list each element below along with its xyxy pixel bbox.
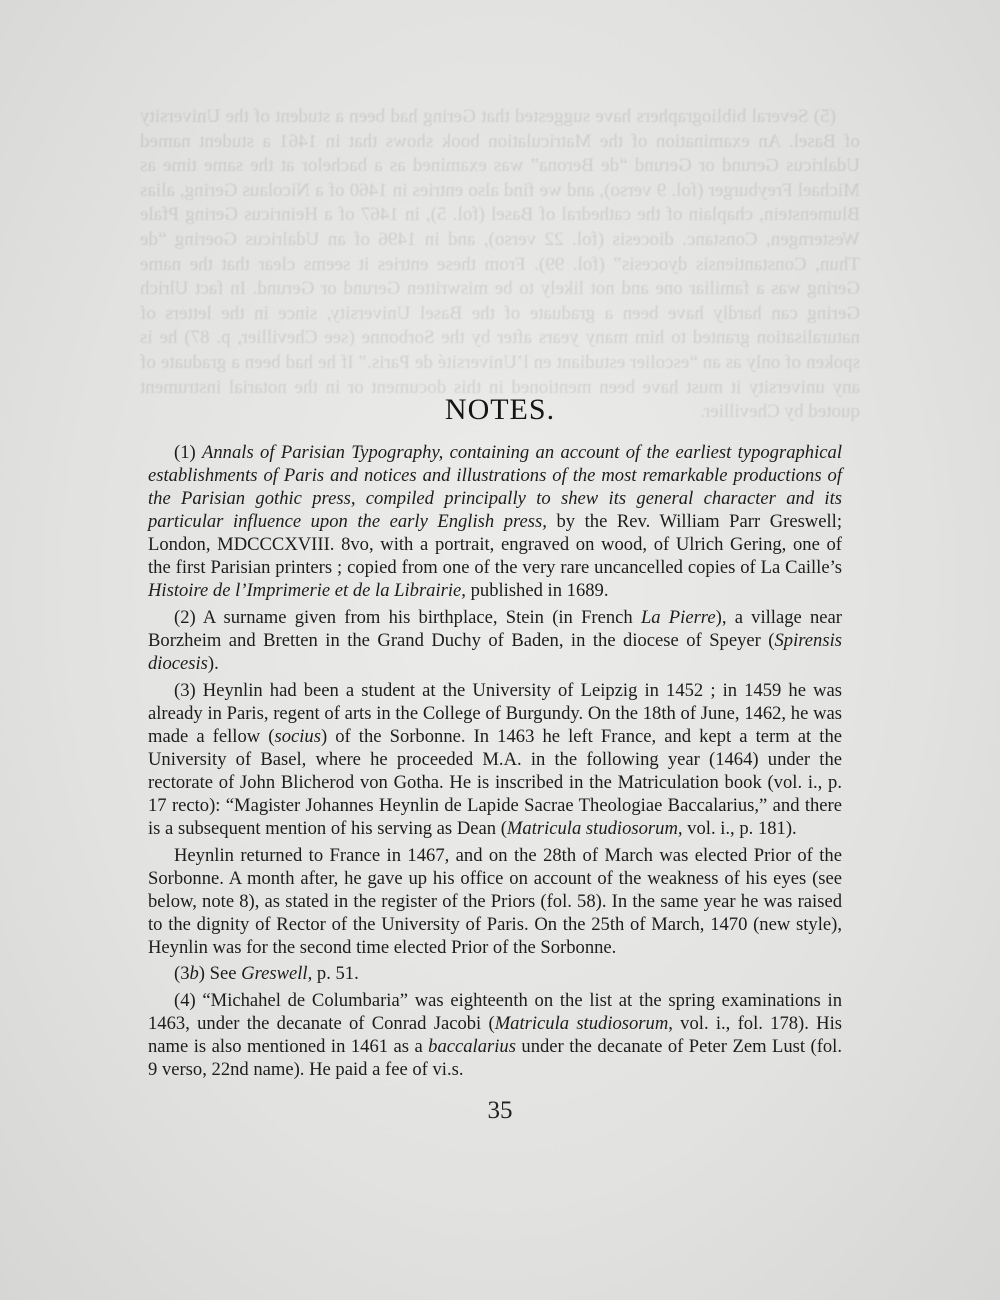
note-paragraph [148, 844, 842, 959]
note-text: (4) “Michahel de Columbaria” was eighteenth on the list at the spring examinations in 1463, under the decanate of Conrad Jacobi ( [148, 990, 842, 1035]
italic-text: Annals of Parisian Typography, containing an account of the earliest typographical establishments of Paris and notices and illustrations of the most remarkable productions of the Parisian gothic press, compiled principally to shew its general character and its particular influence upon the early English press, [148, 442, 842, 533]
page-title: NOTES. [444, 393, 556, 426]
note-paragraph [148, 989, 842, 1081]
italic-text: La Pierre [640, 606, 716, 628]
note-text: (3) Heynlin had been a student at the University of Leipzig in 1452 ; in 1459 he was already in Paris, regent of arts in the College of Burgundy. On the 18th of June, 1462, he was made a fellow ( [148, 679, 842, 747]
italic-text: b [189, 963, 199, 985]
italic-text: Histoire de l’Imprimerie et de la Librairie, [148, 580, 466, 602]
bleed-through-paragraph: (5) Several bibliographers have suggested that Gering had been a student of the University of Basel. An examination of the Matriculation book shows that in 1461 a student named Udalricus Gerund or Gerund “de Berona” was examined as a bachelor at the same time as Michael Freyburger (fol. 9 verso), and we find also entries in 1460 of a Nicolaus Gering, alias Blumenstein, chaplain of the cathedral of Basel (fol. 5), in 1467 of a Heinricus Gering Pfale Westerngen, Constanc. diocesis (fol. 22 verso), and in 1496 of an Udalricus Goering “de Thun, Constantiensis dyocesis” (fol. 99). From these entries it seems clear that the name Gering was a familiar one and not likely to be miswritten Gerund or Gerund. In fact Ulrich Gering can hardly have been a graduate of the Basel University, since in the letters of naturalisation granted to him many years after by the Sorbonne (see Chevillier, p. 87) he is spoken of only as an “escolier estudiant en l’Université de Paris.” If he had been a graduate of any university it must have been mentioned in this document or in the notarial instrument quoted by Chevillier. [140, 106, 860, 423]
note-paragraph [148, 679, 842, 840]
note-paragraph [148, 962, 842, 985]
notes-body [148, 441, 842, 1085]
note-text: ) See [198, 963, 242, 985]
note-text: ), a village near Borzheim and Bretten in the Grand Duchy of Baden, in the diocese of Speyer ( [148, 606, 842, 651]
italic-text: Matricula studiosorum, [494, 1013, 673, 1035]
page-number: 35 [487, 1097, 513, 1124]
note-text: under the decanate of Peter Zem Lust (fol. 9 verso, 22nd name). He paid a fee of vi.s. [148, 1036, 842, 1081]
note-paragraph [148, 606, 842, 675]
italic-text: Matricula studiosorum, [506, 817, 683, 839]
note-text: ) of the Sorbonne. In 1463 he left France, and kept a term at the University of Basel, where he proceeded M.A. in the following year (1464) under the rectorate of John Blicherod von Gotha. He is inscribed in the Matriculation book (vol. i., p. 17 recto): “Magister Johannes Heynlin de Lapide Sacrae Theologiae Baccalarius,” and there is a subsequent mention of his serving as Dean ( [148, 725, 842, 839]
italic-text: Greswell, [241, 963, 313, 985]
note-text: published in 1689. [465, 580, 609, 602]
note-text: (3 [174, 963, 190, 985]
italic-text: baccalarius [428, 1036, 516, 1058]
bleed-through-text [140, 105, 860, 425]
note-text: Heynlin returned to France in 1467, and on the 28th of March was elected Prior of the Sorbonne. A month after, he gave up his office on account of the weakness of his eyes (see below, note 8), as stated in the register of the Priors (fol. 58). In the same year he was raised to the dignity of Rector of the University of Paris. On the 25th of March, 1470 (new style), Heynlin was for the second time elected Prior of the Sorbonne. [148, 844, 842, 958]
note-paragraph [148, 441, 842, 602]
note-text: p. 51. [312, 963, 359, 985]
italic-text: socius [274, 725, 321, 747]
note-text: (2) A surname given from his birthplace, Stein (in French [174, 606, 641, 628]
note-text: by the Rev. William Parr Greswell; London, MDCCCXVIII. 8vo, with a portrait, engraved on wood, of Ulrich Gering, one of the first Parisian printers ; copied from one of the very rare uncancelled copies of La Caille’s [148, 511, 842, 579]
italic-text: Spirensis diocesis [148, 629, 842, 675]
note-text: (1) [174, 442, 203, 463]
note-text: vol. i., fol. 178). His name is also mentioned in 1461 as a [148, 1013, 842, 1058]
note-text: vol. i., p. 181). [682, 817, 797, 839]
note-text: ). [207, 653, 219, 675]
